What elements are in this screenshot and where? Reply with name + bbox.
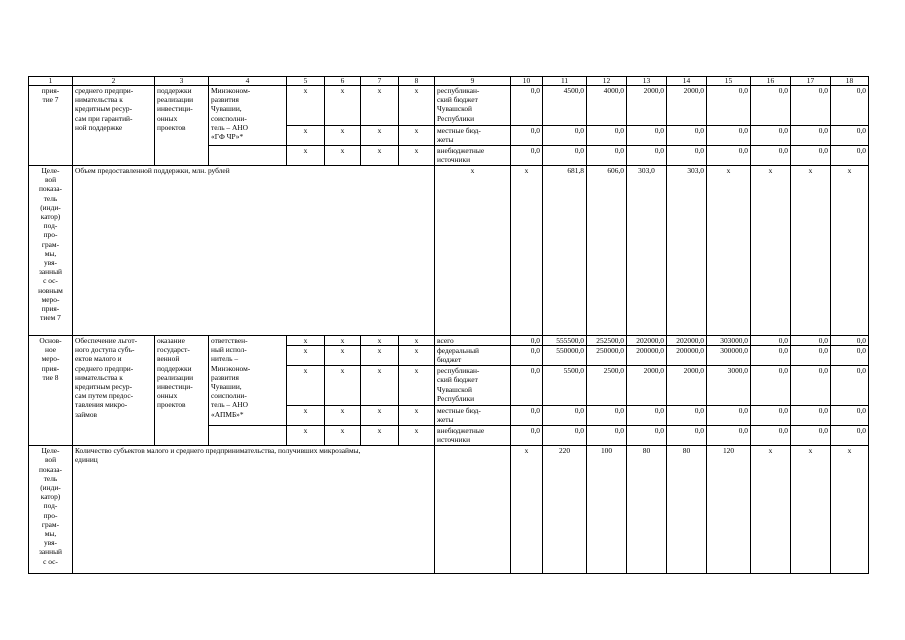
- value-cell: 0,0: [831, 406, 869, 426]
- empty-cell: [209, 146, 287, 166]
- value-cell: х: [791, 166, 831, 336]
- table-body: [29, 77, 869, 574]
- value-cell: 0,0: [831, 146, 869, 166]
- column-number-header: 1: [29, 77, 73, 86]
- value-cell: 0,0: [751, 366, 791, 406]
- value-cell: 0,0: [543, 406, 587, 426]
- value-cell: 0,0: [791, 406, 831, 426]
- code-cell: х: [399, 86, 435, 126]
- value-cell: 202000,0: [667, 336, 707, 346]
- column-number-header: 18: [831, 77, 869, 86]
- value-cell: х: [831, 166, 869, 336]
- column-number-header: 3: [155, 77, 209, 86]
- value-cell: 0,0: [511, 366, 543, 406]
- code-cell: х: [325, 366, 361, 406]
- value-cell: 0,0: [511, 346, 543, 366]
- value-cell: 0,0: [791, 86, 831, 126]
- table-row: [29, 77, 869, 86]
- table-row: [29, 86, 869, 126]
- value-cell: 80: [627, 446, 667, 574]
- value-cell: х: [791, 446, 831, 574]
- column-number-header: 10: [511, 77, 543, 86]
- value-cell: 252500,0: [587, 336, 627, 346]
- value-cell: 0,0: [831, 86, 869, 126]
- column-number-header: 9: [435, 77, 511, 86]
- column-number-header: 12: [587, 77, 627, 86]
- column-number-header: 11: [543, 77, 587, 86]
- value-cell: 2000,0: [627, 86, 667, 126]
- value-cell: 300000,0: [707, 346, 751, 366]
- value-cell: 200000,0: [627, 346, 667, 366]
- code-cell: х: [361, 406, 399, 426]
- column-number-header: 5: [287, 77, 325, 86]
- value-cell: 4500,0: [543, 86, 587, 126]
- column-number-header: 16: [751, 77, 791, 86]
- value-cell: 0,0: [587, 406, 627, 426]
- code-cell: х: [325, 346, 361, 366]
- funding-source: местные бюд- жеты: [435, 126, 511, 146]
- activity-label: Основ- ное меро- прия- тие 8: [29, 336, 73, 446]
- target-indicator-text: Количество субъектов малого и среднего предпринимательства, получивших микрозаймы, единиц: [73, 446, 435, 574]
- code-cell: х: [361, 426, 399, 446]
- value-cell: 0,0: [511, 336, 543, 346]
- value-cell: 0,0: [791, 336, 831, 346]
- value-cell: 0,0: [751, 406, 791, 426]
- value-cell: 550000,0: [543, 346, 587, 366]
- table-row: [29, 446, 869, 574]
- table-row: [29, 336, 869, 346]
- value-cell: 0,0: [751, 86, 791, 126]
- value-cell: х: [435, 166, 511, 336]
- value-cell: 0,0: [511, 126, 543, 146]
- column-number-header: 6: [325, 77, 361, 86]
- table-row: [29, 166, 869, 336]
- code-cell: х: [287, 86, 325, 126]
- value-cell: 0,0: [751, 336, 791, 346]
- value-cell: 0,0: [587, 426, 627, 446]
- value-cell: 0,0: [791, 426, 831, 446]
- code-cell: х: [287, 126, 325, 146]
- value-cell: 2000,0: [667, 366, 707, 406]
- value-cell: х: [751, 166, 791, 336]
- value-cell: 0,0: [511, 406, 543, 426]
- value-cell: 2000,0: [667, 86, 707, 126]
- code-cell: х: [287, 406, 325, 426]
- value-cell: 2000,0: [627, 366, 667, 406]
- value-cell: 0,0: [791, 366, 831, 406]
- code-cell: х: [287, 426, 325, 446]
- code-cell: х: [399, 336, 435, 346]
- empty-cell: [435, 446, 511, 574]
- value-cell: х: [707, 166, 751, 336]
- column-number-header: 4: [209, 77, 287, 86]
- value-cell: 0,0: [627, 126, 667, 146]
- value-cell: 0,0: [791, 126, 831, 146]
- program-table: [28, 76, 869, 574]
- code-cell: х: [399, 366, 435, 406]
- value-cell: 555500,0: [543, 336, 587, 346]
- value-cell: 0,0: [667, 146, 707, 166]
- value-cell: 0,0: [831, 336, 869, 346]
- column-number-header: 14: [667, 77, 707, 86]
- column-number-header: 8: [399, 77, 435, 86]
- column-number-header: 13: [627, 77, 667, 86]
- value-cell: 5500,0: [543, 366, 587, 406]
- target-indicator-label: Целе- вой показа- тель (инди- катор) под- про- грам- мы, увя- занный с ос-: [29, 446, 73, 574]
- code-cell: х: [287, 336, 325, 346]
- funding-source: местные бюд- жеты: [435, 406, 511, 426]
- activity-result: поддержки реализации инвестици- онных проектов: [155, 86, 209, 166]
- funding-source: всего: [435, 336, 511, 346]
- value-cell: 0,0: [707, 406, 751, 426]
- value-cell: 120: [707, 446, 751, 574]
- value-cell: 80: [667, 446, 707, 574]
- value-cell: 303,0: [627, 166, 667, 336]
- value-cell: 0,0: [511, 426, 543, 446]
- activity-description: Обеспечение льгот- ного доступа субъ- ектов малого и среднего предпри- нимательства к кредитным ресур- сам путем предос- тавления микро- займов: [73, 336, 155, 446]
- value-cell: 0,0: [707, 126, 751, 146]
- value-cell: 0,0: [587, 146, 627, 166]
- funding-source: внебюджетные источники: [435, 426, 511, 446]
- value-cell: 0,0: [627, 406, 667, 426]
- value-cell: 0,0: [587, 126, 627, 146]
- value-cell: 0,0: [751, 146, 791, 166]
- value-cell: 0,0: [831, 426, 869, 446]
- value-cell: 0,0: [707, 146, 751, 166]
- value-cell: 0,0: [511, 146, 543, 166]
- code-cell: х: [399, 146, 435, 166]
- value-cell: 0,0: [831, 346, 869, 366]
- empty-cell: [209, 426, 287, 446]
- code-cell: х: [399, 126, 435, 146]
- code-cell: х: [325, 146, 361, 166]
- code-cell: х: [325, 406, 361, 426]
- code-cell: х: [287, 346, 325, 366]
- code-cell: х: [361, 336, 399, 346]
- funding-source: внебюджетные источники: [435, 146, 511, 166]
- code-cell: х: [325, 126, 361, 146]
- value-cell: 202000,0: [627, 336, 667, 346]
- value-cell: 0,0: [543, 146, 587, 166]
- funding-source: федеральный бюджет: [435, 346, 511, 366]
- value-cell: х: [751, 446, 791, 574]
- value-cell: 606,0: [587, 166, 627, 336]
- value-cell: 0,0: [667, 126, 707, 146]
- value-cell: 0,0: [543, 126, 587, 146]
- value-cell: 0,0: [667, 426, 707, 446]
- code-cell: х: [399, 406, 435, 426]
- value-cell: 0,0: [707, 86, 751, 126]
- value-cell: 0,0: [543, 426, 587, 446]
- value-cell: 220: [543, 446, 587, 574]
- code-cell: х: [325, 336, 361, 346]
- code-cell: х: [287, 146, 325, 166]
- value-cell: х: [511, 446, 543, 574]
- activity-executor: Минэконом- развития Чувашии, соисполни- тель – АНО «ГФ ЧР»*: [209, 86, 287, 146]
- value-cell: 2500,0: [587, 366, 627, 406]
- value-cell: 0,0: [627, 426, 667, 446]
- value-cell: 0,0: [707, 426, 751, 446]
- code-cell: х: [325, 426, 361, 446]
- activity-result: оказание государст- венной поддержки реализации инвестици- онных проектов: [155, 336, 209, 446]
- value-cell: 0,0: [751, 426, 791, 446]
- value-cell: х: [831, 446, 869, 574]
- value-cell: 250000,0: [587, 346, 627, 366]
- value-cell: 0,0: [511, 86, 543, 126]
- value-cell: 0,0: [751, 346, 791, 366]
- activity-description: среднего предпри- нимательства к кредитным ресур- сам при гарантий- ной поддержке: [73, 86, 155, 166]
- column-number-header: 15: [707, 77, 751, 86]
- value-cell: 303000,0: [707, 336, 751, 346]
- value-cell: 0,0: [627, 146, 667, 166]
- code-cell: х: [361, 366, 399, 406]
- value-cell: 100: [587, 446, 627, 574]
- code-cell: х: [361, 346, 399, 366]
- value-cell: 0,0: [667, 406, 707, 426]
- value-cell: 0,0: [831, 366, 869, 406]
- code-cell: х: [399, 346, 435, 366]
- value-cell: 0,0: [831, 126, 869, 146]
- value-cell: 0,0: [751, 126, 791, 146]
- value-cell: 4000,0: [587, 86, 627, 126]
- funding-source: республикан- ский бюджет Чувашской Республики: [435, 86, 511, 126]
- value-cell: 200000,0: [667, 346, 707, 366]
- target-indicator-label: Целе- вой показа- тель (инди- катор) под- про- грам- мы, увя- занный с ос- новным меро- прия- тием 7: [29, 166, 73, 336]
- activity-label: прия- тие 7: [29, 86, 73, 166]
- target-indicator-text: Объем предоставленной поддержки, млн. рублей: [73, 166, 435, 336]
- code-cell: х: [361, 86, 399, 126]
- column-number-header: 17: [791, 77, 831, 86]
- code-cell: х: [399, 426, 435, 446]
- value-cell: 0,0: [791, 346, 831, 366]
- code-cell: х: [361, 126, 399, 146]
- value-cell: 3000,0: [707, 366, 751, 406]
- value-cell: 681,8: [543, 166, 587, 336]
- code-cell: х: [361, 146, 399, 166]
- activity-executor: ответствен- ный испол- нитель – Минэконом- развития Чувашии, соисполни- тель – АНО «АПМБ»*: [209, 336, 287, 426]
- value-cell: 0,0: [791, 146, 831, 166]
- code-cell: х: [325, 86, 361, 126]
- column-number-header: 2: [73, 77, 155, 86]
- value-cell: 303,0: [667, 166, 707, 336]
- column-number-header: 7: [361, 77, 399, 86]
- value-cell: х: [511, 166, 543, 336]
- funding-source: республикан- ский бюджет Чувашской Республики: [435, 366, 511, 406]
- code-cell: х: [287, 366, 325, 406]
